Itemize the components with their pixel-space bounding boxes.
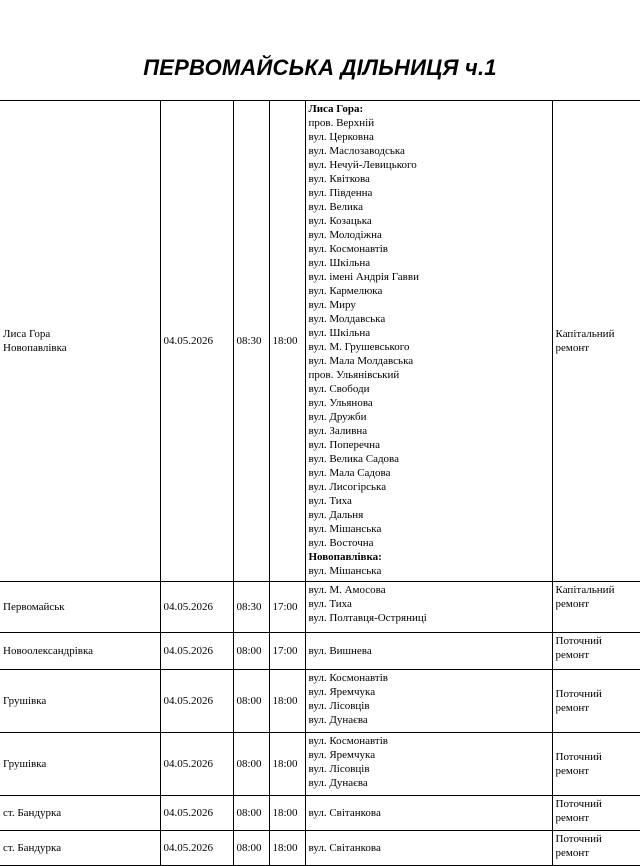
street-item: вул. Космонавтів: [308, 735, 388, 747]
streets-cell: [305, 670, 552, 733]
settlement-name: Грушівка: [3, 758, 47, 770]
street-item: вул. Молодіжна: [308, 229, 382, 241]
table-row: [0, 670, 640, 733]
repair-type-text: Поточний: [555, 798, 602, 810]
page-title: ПЕРВОМАЙСЬКА ДІЛЬНИЦЯ ч.1: [143, 55, 497, 80]
settlement-name: Новоолександрівка: [3, 645, 94, 657]
street-item: вул. Велика Садова: [308, 453, 399, 465]
repair-type-text: Поточний: [555, 688, 602, 700]
street-item: вул. Тиха: [308, 495, 352, 507]
settlement-cell: [0, 796, 160, 831]
street-item: вул. Космонавтів: [308, 243, 388, 255]
street-item: вул. Маслозаводська: [308, 145, 405, 157]
outage-schedule-table: [0, 100, 640, 866]
repair-type-text: ремонт: [555, 812, 590, 824]
repair-type-text: Поточний: [555, 751, 602, 763]
street-item: вул. імені Андрія Гавви: [308, 271, 419, 283]
street-item: вул. Свободи: [308, 383, 370, 395]
street-item: вул. Шкільна: [308, 257, 371, 269]
street-item: вул. Ульянова: [308, 397, 373, 409]
street-item: вул. Велика: [308, 201, 363, 213]
streets-cell: [305, 101, 552, 582]
streets-cell: [305, 831, 552, 866]
street-item: вул. Тиха: [308, 598, 352, 610]
settlement-subheading: Лиса Гора:: [308, 103, 364, 115]
repair-type-text: ремонт: [555, 598, 590, 610]
end-time-cell: 18:00: [269, 733, 305, 796]
street-item: вул. Нечуй-Левицького: [308, 159, 417, 171]
street-item: вул. Молдавська: [308, 313, 386, 325]
date-cell: 04.05.2026: [160, 831, 233, 866]
street-item: вул. Лисогірська: [308, 481, 387, 493]
streets-cell: [305, 582, 552, 633]
end-time-cell: 17:00: [269, 633, 305, 670]
street-item: вул. Мішанська: [308, 523, 382, 535]
settlement-cell: [0, 670, 160, 733]
settlement-name: Новопавлівка: [3, 342, 67, 354]
repair-type-cell: [552, 582, 640, 633]
end-time-cell: 18:00: [269, 796, 305, 831]
street-item: вул. Заливна: [308, 425, 368, 437]
end-time-cell: 18:00: [269, 831, 305, 866]
repair-type-cell: [552, 670, 640, 733]
settlement-name: Первомайськ: [3, 601, 65, 613]
repair-type-text: ремонт: [555, 342, 590, 354]
end-time-cell: 17:00: [269, 582, 305, 633]
street-item: вул. Південна: [308, 187, 373, 199]
start-time-cell: 08:00: [233, 831, 269, 866]
street-item: вул. Шкільна: [308, 327, 371, 339]
repair-type-text: ремонт: [555, 765, 590, 777]
table-row: [0, 582, 640, 633]
settlement-cell: [0, 633, 160, 670]
street-item: вул. Мішанська: [308, 565, 382, 577]
date-cell: 04.05.2026: [160, 633, 233, 670]
settlement-name: ст. Бандурка: [3, 842, 62, 854]
repair-type-cell: [552, 796, 640, 831]
end-time-cell: 18:00: [269, 670, 305, 733]
end-time-cell: 18:00: [269, 101, 305, 582]
schedule-body: [0, 101, 640, 866]
table-row: [0, 831, 640, 866]
street-item: вул. Кармелюка: [308, 285, 383, 297]
settlement-name: Лиса Гора: [3, 328, 51, 340]
start-time-cell: 08:00: [233, 733, 269, 796]
street-item: вул. Миру: [308, 299, 356, 311]
street-item: вул. Лісовців: [308, 700, 370, 712]
street-item: вул. Полтавця-Остряниці: [308, 612, 427, 624]
settlement-cell: [0, 582, 160, 633]
street-item: пров. Ульянівський: [308, 369, 400, 381]
settlement-subheading: Новопавлівка:: [308, 551, 382, 563]
date-cell: 04.05.2026: [160, 733, 233, 796]
date-cell: 04.05.2026: [160, 101, 233, 582]
settlement-cell: [0, 101, 160, 582]
settlement-cell: [0, 831, 160, 866]
street-item: вул. Космонавтів: [308, 672, 388, 684]
repair-type-text: ремонт: [555, 702, 590, 714]
street-item: вул. М. Амосова: [308, 584, 386, 596]
table-row: [0, 796, 640, 831]
repair-type-text: Капітальний: [555, 584, 615, 596]
street-item: вул. Квіткова: [308, 173, 370, 185]
settlement-name: ст. Бандурка: [3, 807, 62, 819]
table-row: [0, 101, 640, 582]
street-item: вул. Яремчука: [308, 686, 376, 698]
street-item: вул. Мала Садова: [308, 467, 391, 479]
repair-type-cell: [552, 831, 640, 866]
repair-type-cell: [552, 733, 640, 796]
settlement-name: Грушівка: [3, 695, 47, 707]
date-cell: 04.05.2026: [160, 670, 233, 733]
street-item: вул. Церковна: [308, 131, 374, 143]
start-time-cell: 08:00: [233, 796, 269, 831]
street-item: вул. Козацька: [308, 215, 372, 227]
repair-type-text: ремонт: [555, 649, 590, 661]
street-item: вул. Дальня: [308, 509, 364, 521]
repair-type-text: ремонт: [555, 847, 590, 859]
table-row: [0, 633, 640, 670]
street-item: вул. Восточна: [308, 537, 374, 549]
streets-cell: [305, 633, 552, 670]
repair-type-cell: [552, 633, 640, 670]
street-item: вул. Дунаєва: [308, 777, 368, 789]
start-time-cell: 08:00: [233, 633, 269, 670]
streets-cell: [305, 733, 552, 796]
street-item: вул. Мала Молдавська: [308, 355, 414, 367]
start-time-cell: 08:30: [233, 582, 269, 633]
table-row: [0, 733, 640, 796]
street-item: вул. Дунаєва: [308, 714, 368, 726]
date-cell: 04.05.2026: [160, 582, 233, 633]
repair-type-text: Поточний: [555, 635, 602, 647]
repair-type-text: Капітальний: [555, 328, 615, 340]
street-item: вул. Світанкова: [308, 807, 381, 819]
street-item: вул. Поперечна: [308, 439, 380, 451]
street-item: вул. Яремчука: [308, 749, 376, 761]
repair-type-cell: [552, 101, 640, 582]
street-item: вул. М. Грушевського: [308, 341, 410, 353]
streets-cell: [305, 796, 552, 831]
street-item: вул. Світанкова: [308, 842, 381, 854]
street-item: пров. Верхній: [308, 117, 375, 129]
street-item: вул. Дружби: [308, 411, 367, 423]
start-time-cell: 08:30: [233, 101, 269, 582]
repair-type-text: Поточний: [555, 833, 602, 845]
street-item: вул. Лісовців: [308, 763, 370, 775]
start-time-cell: 08:00: [233, 670, 269, 733]
date-cell: 04.05.2026: [160, 796, 233, 831]
street-item: вул. Вишнева: [308, 645, 372, 657]
settlement-cell: [0, 733, 160, 796]
